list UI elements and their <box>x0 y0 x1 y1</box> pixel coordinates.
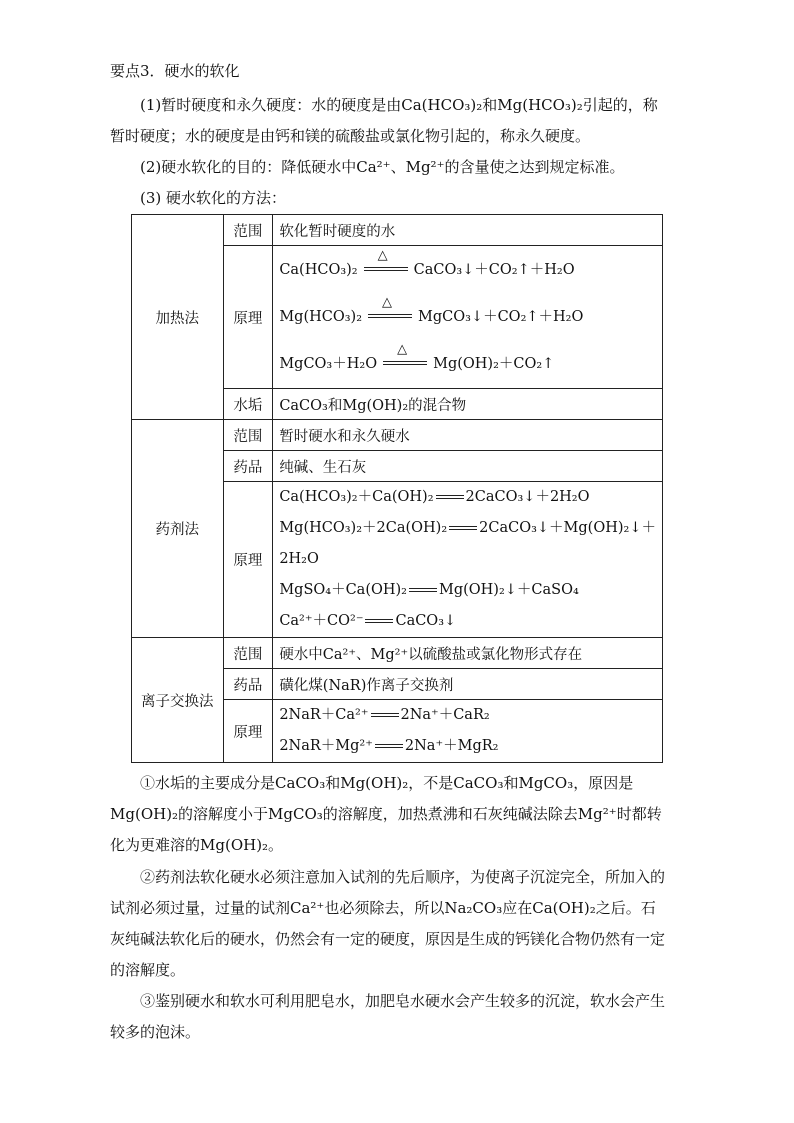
row-label-principle: 原理 <box>223 482 273 638</box>
ion-exchange-scope: 硬水中Ca²⁺、Mg²⁺以硫酸盐或氯化物形式存在 <box>273 638 663 669</box>
chemical-equation-2: Mg(HCO₃)₂＋2Ca(OH)₂ 2CaCO₃↓＋Mg(OH)₂↓＋ <box>279 520 656 536</box>
note-paragraph-3: ③鉴别硬水和软水可利用肥皂水，加肥皂水硬水会产生较多的沉淀，软水会产生较多的泡沫。 <box>110 992 666 1041</box>
heat-symbol: △ <box>364 263 408 277</box>
heating-scope: 软化暂时硬度的水 <box>273 215 663 246</box>
heating-equation-1: Ca(HCO₃)₂ △ CaCO₃↓＋CO₂↑＋H₂O <box>279 247 575 278</box>
table-row <box>132 420 663 451</box>
row-label-scope: 范围 <box>223 215 273 246</box>
table-row <box>132 215 663 246</box>
heat-symbol: △ <box>368 310 412 324</box>
ion-exchange-equation-2: 2NaR＋Mg²⁺ 2Na⁺＋MgR₂ <box>279 738 499 754</box>
chemical-equation-2-cont: 2H₂O <box>279 551 319 567</box>
chemical-principle <box>273 482 663 638</box>
ion-exchange-principle <box>273 700 663 763</box>
section-heading: 要点3．硬水的软化 <box>110 62 240 80</box>
row-label-scope: 范围 <box>223 638 273 669</box>
heating-principle <box>273 246 663 389</box>
note-paragraph-2: ②药剂法软化硬水必须注意加入试剂的先后顺序，为使离子沉淀完全，所加入的试剂必须过量，过量的试剂Ca²⁺也必须除去，所以Na₂CO₃应在Ca(OH)₂之后。石灰纯碱法软化后的硬水，仍然会有一定的硬度，原因是生成的钙镁化合物仍然有一定的溶解度。 <box>110 868 666 979</box>
intro-paragraph-1: (1)暂时硬度和永久硬度：水的硬度是由Ca(HCO₃)₂和Mg(HCO₃)₂引起的，称暂时硬度；水的硬度是由钙和镁的硫酸盐或氯化物引起的，称永久硬度。 <box>110 96 658 145</box>
ion-exchange-reagent: 磺化煤(NaR)作离子交换剂 <box>273 669 663 700</box>
heating-equation-2: Mg(HCO₃)₂ △ MgCO₃↓＋CO₂↑＋H₂O <box>279 294 584 325</box>
intro-paragraph-3: (3) 硬水软化的方法： <box>140 189 287 207</box>
table-row <box>132 638 663 669</box>
row-label-reagent: 药品 <box>223 451 273 482</box>
heating-scale: CaCO₃和Mg(OH)₂的混合物 <box>273 389 663 420</box>
method-ion-exchange: 离子交换法 <box>132 638 224 763</box>
intro-paragraph-2: (2)硬水软化的目的：降低硬水中Ca²⁺、Mg²⁺的含量使之达到规定标准。 <box>140 158 625 176</box>
chemical-equation-3: MgSO₄＋Ca(OH)₂ Mg(OH)₂↓＋CaSO₄ <box>279 582 579 598</box>
ion-exchange-equation-1: 2NaR＋Ca²⁺ 2Na⁺＋CaR₂ <box>279 707 490 723</box>
chemical-equation-4: Ca²⁺＋CO²⁻ CaCO₃↓ <box>279 613 457 629</box>
chemical-reagent: 纯碱、生石灰 <box>273 451 663 482</box>
row-label-principle: 原理 <box>223 700 273 763</box>
row-label-reagent: 药品 <box>223 669 273 700</box>
heat-symbol: △ <box>383 357 427 371</box>
note-paragraph-1: ①水垢的主要成分是CaCO₃和Mg(OH)₂，不是CaCO₃和MgCO₃，原因是Mg(OH)₂的溶解度小于MgCO₃的溶解度，加热煮沸和石灰纯碱法除去Mg²⁺时都转化为更难溶的Mg(OH)₂。 <box>110 774 662 854</box>
chemical-equation-1: Ca(HCO₃)₂＋Ca(OH)₂ 2CaCO₃↓＋2H₂O <box>279 489 590 505</box>
heating-equation-3: MgCO₃＋H₂O △ Mg(OH)₂＋CO₂↑ <box>279 341 555 372</box>
method-chemical: 药剂法 <box>132 420 224 638</box>
method-heating: 加热法 <box>132 215 224 420</box>
row-label-scope: 范围 <box>223 420 273 451</box>
row-label-principle: 原理 <box>223 246 273 389</box>
chemical-scope: 暂时硬水和永久硬水 <box>273 420 663 451</box>
softening-methods-table <box>131 214 663 763</box>
row-label-scale: 水垢 <box>223 389 273 420</box>
